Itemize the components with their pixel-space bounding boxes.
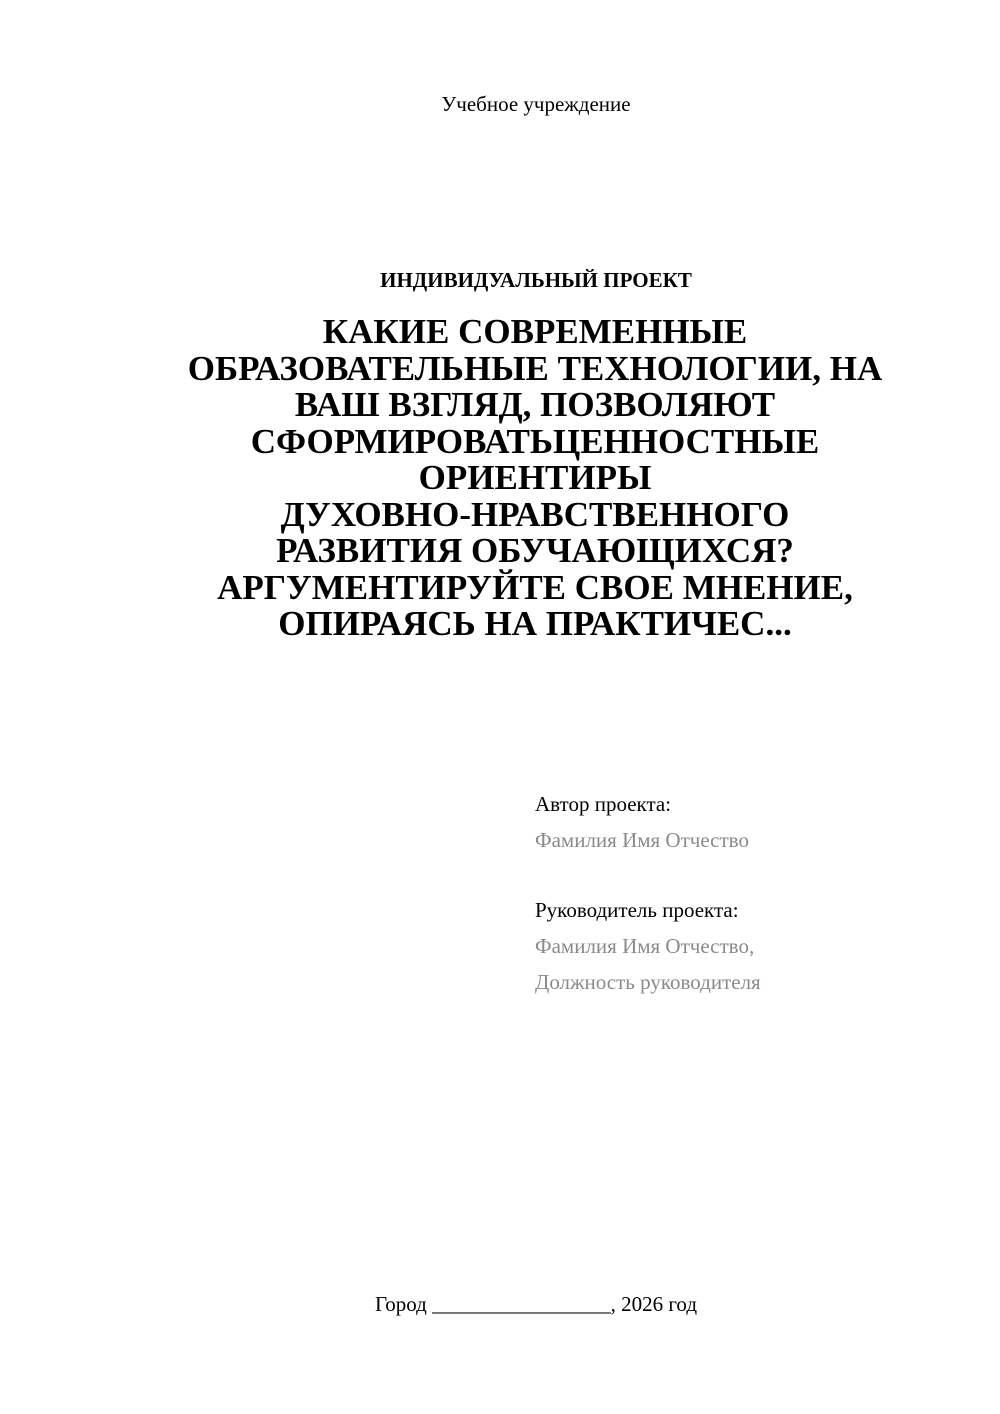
project-title-line: ОБРАЗОВАТЕЛЬНЫЕ ТЕХНОЛОГИИ, НА [187, 348, 883, 388]
author-name: Фамилия Имя Отчество [535, 828, 749, 852]
project-title-line: РАЗВИТИЯ ОБУЧАЮЩИХСЯ? [276, 531, 794, 570]
project-title-line: ДУХОВНО-НРАВСТВЕННОГО [280, 494, 790, 534]
project-title [130, 314, 940, 643]
project-title-line: ОПИРАЯСЬ НА ПРАКТИЧЕС... [278, 604, 792, 643]
project-credits [535, 791, 761, 1005]
city-year-line: Город _________________, 2026 год [374, 1292, 698, 1316]
supervisor-label: Руководитель проекта: [535, 898, 739, 922]
institution-name: Учебное учреждение [441, 92, 631, 116]
supervisor-position: Должность руководителя [535, 970, 761, 994]
supervisor-name: Фамилия Имя Отчество, [535, 934, 755, 958]
project-type-label: ИНДИВИДУАЛЬНЫЙ ПРОЕКТ [380, 268, 692, 292]
project-title-line: ВАШ ВЗГЛЯД, ПОЗВОЛЯЮТ [294, 385, 776, 424]
project-title-line: СФОРМИРОВАТЬЦЕННОСТНЫЕ [250, 421, 820, 461]
author-label: Автор проекта: [535, 792, 672, 816]
project-title-line: КАКИЕ СОВРЕМЕННЫЕ [322, 312, 748, 351]
project-title-line: АРГУМЕНТИРУЙТЕ СВОЕ МНЕНИЕ, [217, 567, 853, 607]
project-title-line: ОРИЕНТИРЫ [418, 458, 652, 497]
